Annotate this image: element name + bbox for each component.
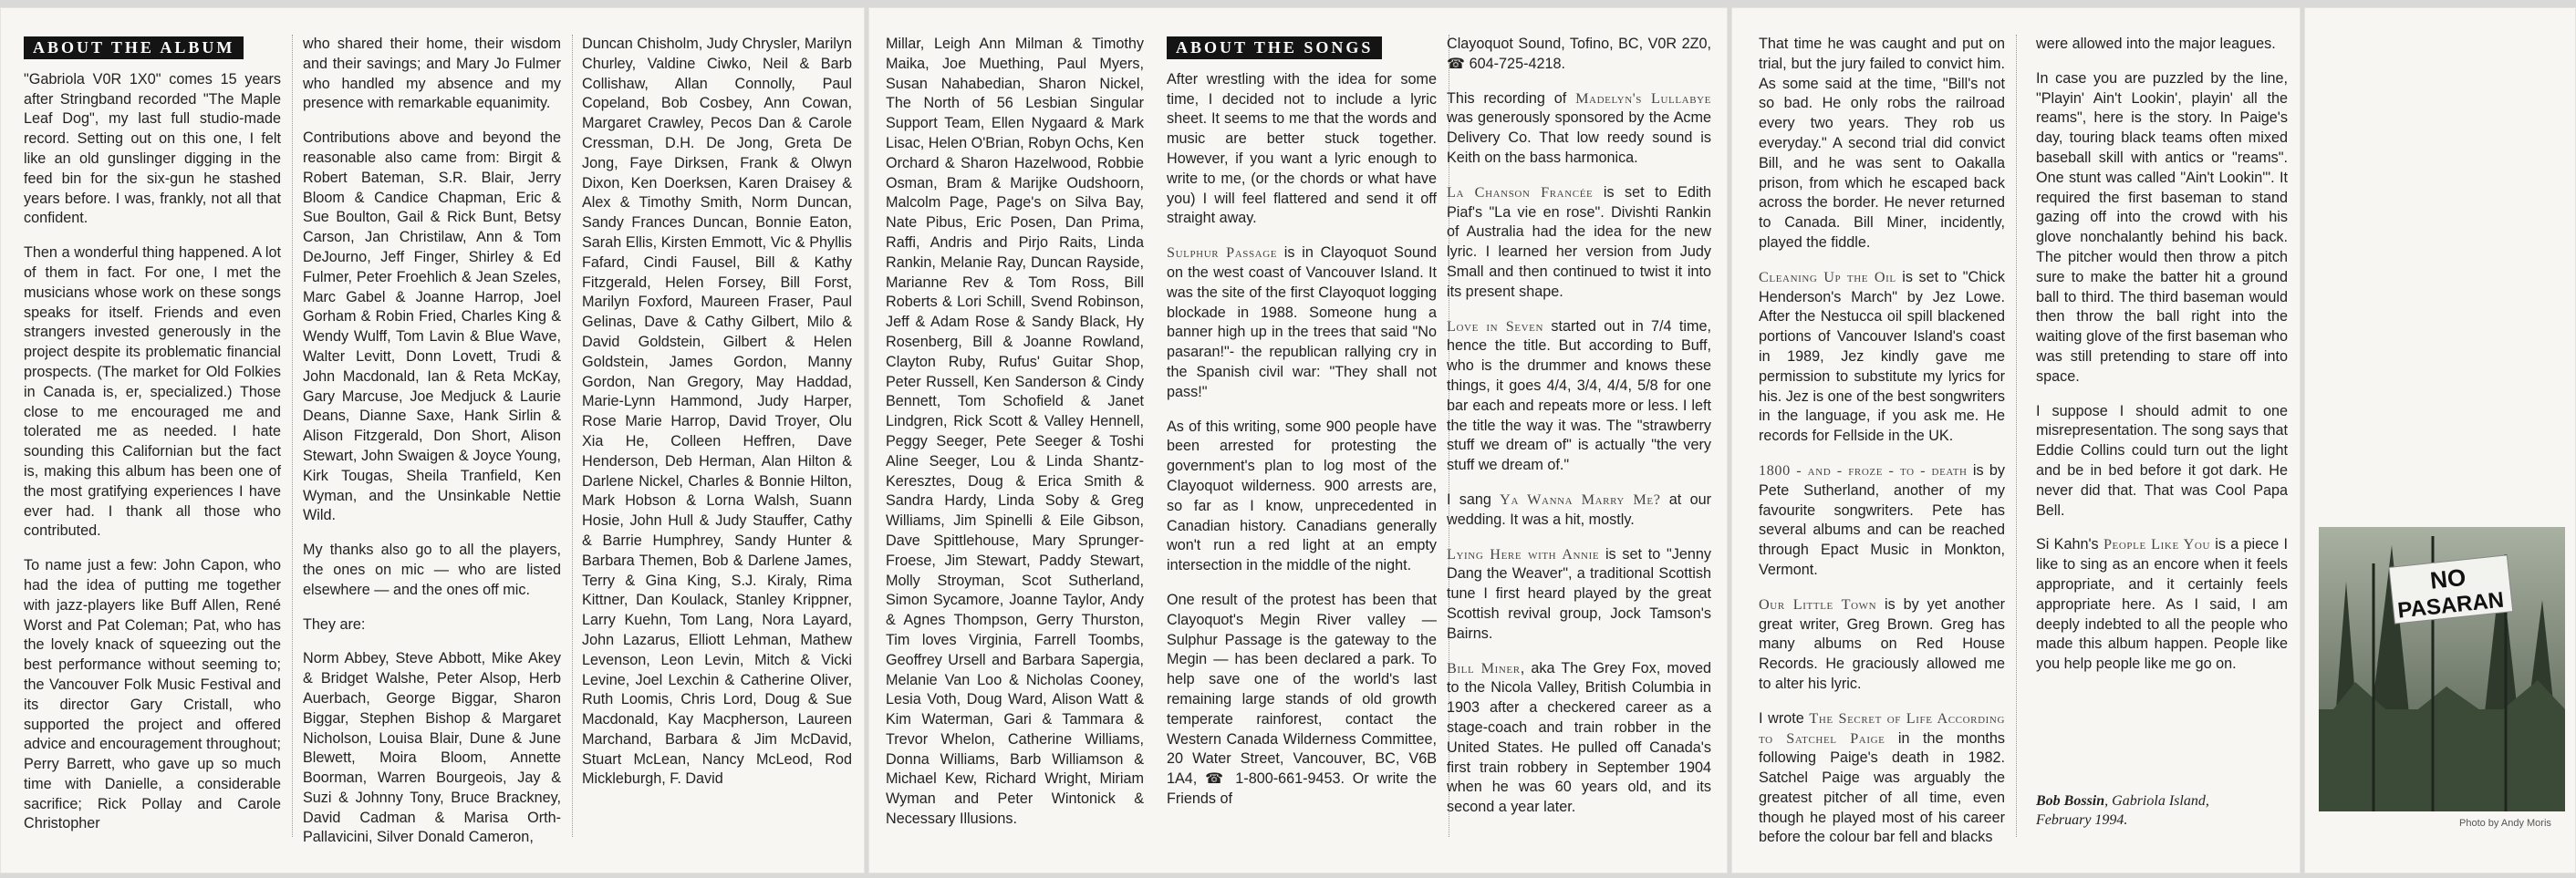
photo-credit: Photo by Andy Moris <box>2459 818 2551 829</box>
thanks-paragraph: My thanks also go to all the players, the ones on mic — who are listed elsewhere — and the ones off mic. <box>303 542 561 598</box>
they-are-label: They are: <box>303 615 366 633</box>
song-title: 1800 - and - froze - to - death <box>1759 461 1968 479</box>
song-note: Our Little Town is by yet another great writer, Greg Brown. Greg has many albums on Red House Records. He graciously allowed me to alter his lyric. <box>1759 595 2006 692</box>
song-title: Bill Miner <box>1447 659 1521 677</box>
song-note: 1800 - and - froze - to - death is by Pete Sutherland, another of my favourite songwriters. Pete has several albums and can be reached through Epact Music in Monkton, Vermont. <box>1759 461 2005 578</box>
song-title: People Like You <box>2103 536 2210 553</box>
album-column <box>24 36 281 839</box>
songs-header: ABOUT THE SONGS <box>1167 36 1382 59</box>
names-column <box>886 35 1144 837</box>
song-title: Cleaning Up the Oil <box>1759 268 1896 285</box>
song-note: This recording of Madelyn's Lullabye was generously sponsored by the Acme Delivery Co. That low reedy sound is Keith on the bass harmonica. <box>1447 89 1711 166</box>
song-title: Love in Seven <box>1447 317 1544 335</box>
thanks-column <box>303 35 561 846</box>
column-divider <box>572 35 573 837</box>
signature-date: February 1994. <box>2036 812 2128 828</box>
cover-photo <box>2319 527 2565 811</box>
song-note: I wrote The Secret of Life According to Satchel Paige in the months following Paige's death in 1982. Satchel Paige was arguably the greatest pitcher of all time, even though he played most of his career before the colour bar fell and blacks <box>1759 709 2005 846</box>
song-title: Madelyn's Lullabye <box>1575 89 1711 107</box>
album-header: ABOUT THE ALBUM <box>24 36 244 59</box>
album-paragraph: Then a wonderful thing happened. A lot of them in fact. For one, I met the musicians whose work on these songs speaks for itself. Friends and even strangers invested generously in the project despite its problematic financial prospects. (The market for Old Folkies in Canada is, er, specialized.) Those close to me encouraged me and tolerated me as needed. I hate sounding this Californian but the fact is, making this album has been one of the most gratifying experiences I have ever had. I thank all those who contributed. <box>24 244 281 540</box>
song-note: were allowed into the major leagues. <box>2036 36 2276 52</box>
song-note: Bill Miner, aka The Grey Fox, moved to the Nicola Valley, British Columbia in 1903 after a checkered career as a stage-coach and train robber in the United States. He pulled off Canada's first train robbery in September 1904 when he was 60 years old, and its second a year later. <box>1447 659 1711 816</box>
songs-column <box>2036 35 2288 837</box>
forest-photo-image <box>2319 527 2565 811</box>
songs-column <box>1447 35 1711 837</box>
sign-text-line2: PASARAN <box>2396 587 2506 624</box>
song-note: Love in Seven started out in 7/4 time, hence the title. But according to Buff, who is the drummer and knows these things, it goes 4/4, 3/4, 4/4, 5/8 for one bar each and repeats more or less. I left the title the way it was. The "strawberry stuff we dream of" is actually "the very stuff we dream of." <box>1447 317 1711 474</box>
song-note: In case you are puzzled by the line, "Playin' Ain't Lookin', playin' all the reams", here is the story. In Paige's day, touring black teams often mixed baseball skill with antics or "reams". One stunt was called "Ain't Lookin'". It required the first baseman to stand gazing off into the crowd with his glove nonchalantly behind his back. The pitcher would then throw a pitch sure to make the batter hit a ground ball to third. The third baseman would then throw the ball right into the waiting glove of the first baseman who was still pretending to stare off into space. <box>2036 69 2288 385</box>
song-title: The Secret of Life According to Satchel Paige <box>1759 709 2005 747</box>
songs-intro: After wrestling with the idea for some time, I decided not to include a lyric sheet. It seems to me that the words and music are better stuck together. However, if you want a lyric enough to write to me, (or the chords or what have you) I will feel flattered and send it off straight away. <box>1167 70 1437 227</box>
address-text: Clayoquot Sound, Tofino, BC, V0R 2Z0, ☎ 604-725-4218. <box>1447 36 1711 72</box>
contributors-paragraph: Contributions above and beyond the reasonable also came from: Birgit & Robert Bateman, S.R. Blair, Jerry Bloom & Candice Chapman, Eric & Sue Boulton, Gail & Rick Bunt, Betsy Carson, Jan Christilaw, Ann & Tom DeJourno, Jeff Finger, Shirley & Ed Fulmer, Peter Froehlich & Jean Szeles, Marc Gabel & Joanne Harrop, Joel Gorham & Robin Fried, Charles King & Wendy Wulff, Tom Lavin & Blue Wave, Walter Levitt, Donn Lovett, Trudi & John Macdonald, Ian & Reta McKay, Gary Marcuse, Joe Medjuck & Laurie Deans, Dianne Saxe, Hank Sirlin & Alison Fitzgerald, Don Short, Alison Stewart, John Swaigen & Joyce Young, Kirk Tougas, Sheila Tranfield, Ken Wyman, and the Unsinkable Nettie Wild. <box>303 129 561 524</box>
song-note: Sulphur Passage is in Clayoquot Sound on the west coast of Vancouver Island. It was the site of the first Clayoquot logging blockade in 1988. Someone hung a banner high up in the trees that said "No pasaran!"- the republican rallying cry in the Spanish civil war: "They shall not pass!" <box>1167 244 1437 400</box>
songs-column <box>1759 35 2006 846</box>
names-list: Millar, Leigh Ann Milman & Timothy Maika, Joe Muething, Paul Myers, Susan Nahabedian, Sharon Nickel, The North of 56 Lesbian Singular Support Team, Ellen Nygaard & Mark Lisac, Helen O'Brian, Robyn Ochs, Ken Orchard & Sharon Hazelwood, Robbie Osman, Bram & Marijke Oudshoorn, Malcolm Page, Page's on Silva Bay, Nate Pibus, Eric Posen, Dan Prima, Raffi, Andris and Pirjo Raits, Linda Rankin, Melanie Ray, Duncan Rayside, Marianne Rev & Tom Ross, Bill Roberts & Lori Schill, Svend Robinson, Jeff & Adam Rose & Sandy Black, Hy Rosenberg, Bill & Joanne Rowland, Clayton Ruby, Rufus' Guitar Shop, Peter Russell, Ken Sanderson & Cindy Bennett, Tom Schofield & Janet Lindgren, Rick Scott & Valley Hennell, Peggy Seeger, Pete Seeger & Toshi Aline Seeger, Lou & Linda Shantz-Keresztes, Doug & Erica Smith & Sandra Hardy, Linda Soby & Greg Williams, Jim Spinelli & Eile Gibson, Dave Spittlehouse, Mary Sprunger-Froese, Jim Stewart, Paddy Stewart, Molly Stroyman, Scot Sutherland, Simon Sycamore, Joanne Taylor, Andy & Agnes Thompson, Gerry Thurston, Tim loves Virginia, Farrell Toombs, Geoffrey Ursell and Barbara Sapergia, Melanie Van Loo & Nicholas Cooney, Lesia Voth, Doug Ward, Alison Watt & Kim Waterman, Gari & Tammara & Trevor Whelon, Catherine Williams, Donna Williams, Barb Williamson & Michael Kew, Richard Wright, Miriam Wyman and Peter Wintonick & Necessary Illusions. <box>886 36 1144 828</box>
song-note: I suppose I should admit to one misrepresentation. The song says that Eddie Collins could turn out the light and be in bed before it got dark. He never did that. That was Cool Papa Bell. <box>2036 402 2288 519</box>
song-note: Si Kahn's People Like You is a piece I like to sing as an encore when it feels appropriate, and it certainly feels appropriate here. As I said, I am deeply indebted to all the people who made this album happen. People like you help people like me go on. <box>2036 536 2288 673</box>
song-note: One result of the protest has been that Clayoquot's Megin River valley — Sulphur Passage is the gateway to the Megin — has been declared a park. To help save one of the world's last remaining large stands of old growth temperate rainforest, contact the Western Canada Wilderness Committee, 20 Water Street, Vancouver, BC, V6B 1A4, ☎ 1-800-661-9453. Or write the Friends of <box>1167 591 1437 807</box>
album-paragraph: To name just a few: John Capon, who had the idea of putting me together with jazz-players like Buff Allen, René Worst and Pat Coleman; Pat, who has the lovely knack of squeezing out the best performance without seeming to; the Vancouver Folk Music Festival and its director Gary Cristall, who supported the project and offered advice and encouragement throughout; Perry Barrett, who gave up so much time with Danielle, a considerable sacrifice; Rick Pollay and Carole Christopher <box>24 557 281 832</box>
song-title: Our Little Town <box>1759 595 1877 613</box>
song-title: Sulphur Passage <box>1167 244 1278 262</box>
names-list: Duncan Chisholm, Judy Chrysler, Marilyn Churley, Valdine Ciwko, Neil & Barb Collishaw, Allan Connolly, Paul Copeland, Bob Cosbey, Ann Cowan, Margaret Crawley, Pecos Dan & Carole Cressman, D.H. De Jong, Greta De Jong, Faye Dirksen, Frank & Olwyn Dixon, Ken Doerksen, Karen Draisey & Alex & Timothy Smith, Norm Duncan, Sandy Frances Duncan, Bonnie Eaton, Sarah Ellis, Kirsten Emmott, Vic & Phyllis Fafard, Cindi Fausel, Bill & Kathy Fitzgerald, Helen Forsey, Bill Forst, Marilyn Foxford, Maureen Fraser, Paul Gelinas, Dave & Cathy Gilbert, Milo & David Goldstein, Gilbert & Helen Goldstein, James Gordon, Manny Gordon, Nan Gregory, May Haddad, Marie-Lynn Hammond, Judy Harper, Rose Marie Harrop, David Troyer, Olu Xia He, Colleen Heffren, Dave Henderson, Deb Herman, Alan Hilton & Darlene Nickel, Charles & Bonnie Hilton, Mark Hobson & Lorna Walsh, Suann Hosie, John Hull & Judy Stauffer, Cathy & Barrie Humphrey, Sandy Hunter & Barbara Themen, Bob & Darlene James, Terry & Gina King, S.J. Kiraly, Rima Kittner, Dan Koulack, Stanley Krippner, Larry Kuehn, Tom Lang, Nora Layard, John Lazarus, Elliott Lehman, Mathew Levenson, Leon Levin, Mitch & Vicki Levine, Joel Lexchin & Catherine Oliver, Ruth Loomis, Chris Lord, Doug & Sue Macdonald, Kay Macpherson, Laureen Marchand, Barbara & Jim McDavid, Stuart McLean, Nancy McLeod, Rod Mickleburgh, F. David <box>582 36 852 788</box>
song-title: Lying Here with Annie <box>1447 545 1600 563</box>
sign-text-line1: NO <box>2428 563 2467 594</box>
songs-column <box>1167 36 1437 839</box>
signature: Bob Bossin, Gabriola Island, February 1994. <box>2036 793 2209 828</box>
names-column <box>582 35 852 837</box>
thanks-paragraph: who shared their home, their wisdom and their savings; and Mary Jo Fulmer who handled my absence and my presence with remarkable equanimity. <box>303 36 561 112</box>
song-title: La Chanson Francée <box>1447 183 1594 201</box>
song-note: La Chanson Francée is set to Edith Piaf's "La vie en rose". Divishti Rankin of Australia had the idea for the new lyric. I learned her version from Judy Small and then continued to twist it into its present shape. <box>1447 183 1711 300</box>
signature-name: Bob Bossin <box>2036 793 2105 809</box>
column-divider <box>2016 35 2017 837</box>
song-note: Cleaning Up the Oil is set to "Chick Henderson's March" by Jez Lowe. After the Nestucca oil spill blackened portions of Vancouver Island's coast in 1989, Jez kindly gave me permission to substitute my lyrics for his. Jez is one of the best songwriters in the language, if you ask me. He records for Fellside in the UK. <box>1759 268 2005 445</box>
album-paragraph: "Gabriola V0R 1X0" comes 15 years after Stringband recorded "The Maple Leaf Dog", my last full studio-made record. Setting out on this one, I felt like an old gunslinger digging in the feed bin for the six-gun he stashed years before. I was, frankly, not all that confident. <box>24 70 281 227</box>
column-divider <box>292 35 293 837</box>
song-note: I sang Ya Wanna Marry Me? at our wedding. It was a hit, mostly. <box>1447 491 1711 528</box>
song-note: As of this writing, some 900 people have been arrested for protesting the government's plan to log most of the Clayoquot wilderness. 900 arrests are, so far as I know, unprecedented in Canadian history. Canadians generally won't run a red light at an empty intersection in the middle of the night. <box>1167 418 1437 574</box>
names-list: Norm Abbey, Steve Abbott, Mike Akey & Bridget Walshe, Peter Alsop, Herb Auerbach, George Biggar, Sharon Biggar, Stephen Bishop & Margaret Nicholson, Louisa Blair, Dune & June Blewett, Moira Bloom, Annette Boorman, Warren Bourgeois, Jay & Suzi & Johnny Tony, Bruce Brackney, David Cadman & Marisa Orth-Pallavicini, Silver Donald Cameron, <box>303 650 561 846</box>
song-note: Lying Here with Annie is set to "Jenny Dang the Weaver", a traditional Scottish tune I first heard played by the great Scottish revival group, Jock Tamson's Bairns. <box>1447 545 1711 642</box>
song-title: Ya Wanna Marry Me? <box>1500 491 1661 508</box>
song-note: That time he was caught and put on trial, but the jury failed to convict him. As some said at the time, "Bill's not so bad. He only robs the railroad every two years. They rob us everyday." A second trial did convict Bill, and he was sent to Oakalla prison, from which he escaped back across the border. He never returned to Canada. Bill Miner, incidently, played the fiddle. <box>1759 36 2005 251</box>
